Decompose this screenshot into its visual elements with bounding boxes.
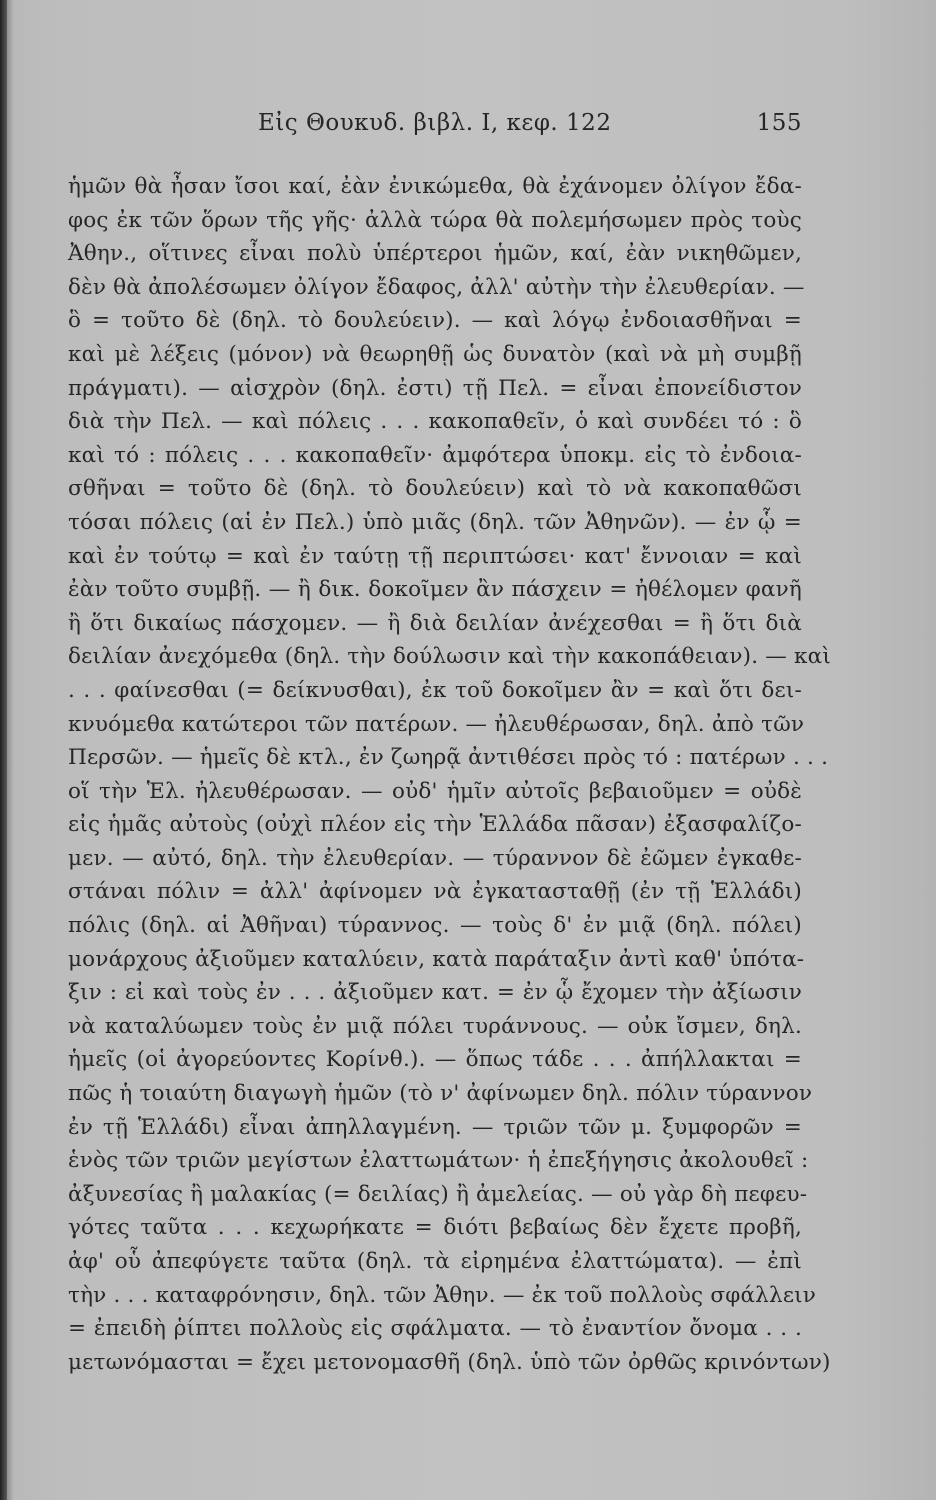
running-head — [62, 110, 802, 146]
text-line: ὃ = τοῦτο δὲ (δηλ. τὸ δουλεύειν). — καὶ λόγῳ ἐνδοιασθῆναι = — [68, 308, 802, 334]
text-line: μεν. — αὐτό, δηλ. τὴν ἐλευθερίαν. — τύραννον δὲ ἐῶμεν ἐγκαθε- — [68, 845, 802, 871]
text-line: = ἐπειδὴ ῥίπτει πολλοὺς εἰς σφάλματα. — τὸ ἐναντίον ὄνομα . . . — [68, 1316, 802, 1342]
text-line: τόσαι πόλεις (αἱ ἐν Πελ.) ὑπὸ μιᾶς (δηλ. τῶν Ἀθηνῶν). — ἐν ᾧ = — [68, 509, 802, 535]
text-line: ἢ ὅτι δικαίως πάσχομεν. — ἢ διὰ δειλίαν ἀνέχεσθαι = ἢ ὅτι διὰ — [68, 610, 802, 636]
text-line: σθῆναι = τοῦτο δὲ (δηλ. τὸ δουλεύειν) καὶ τὸ νὰ κακοπαθῶσι — [68, 476, 802, 502]
text-line: στάναι πόλιν = ἀλλ' ἀφίνομεν νὰ ἐγκατασταθῇ (ἐν τῇ Ἑλλάδι) — [68, 879, 802, 905]
text-line: Περσῶν. — ἡμεῖς δὲ κτλ., ἐν ζωηρᾷ ἀντιθέσει πρὸς τό : πατέρων . . . — [68, 745, 829, 771]
running-title: Εἰς Θουκυδ. βιβλ. I, κεφ. 122 — [258, 110, 612, 136]
text-line: τὴν . . . καταφρόνησιν, δηλ. τῶν Ἀθην. — ἐκ τοῦ πολλοὺς σφάλλειν — [68, 1282, 817, 1308]
page-content — [62, 110, 831, 1379]
text-line: οἵ τὴν Ἑλ. ἠλευθέρωσαν. — οὐδ' ἡμῖν αὐτοῖς βεβαιοῦμεν = οὐδὲ — [68, 778, 802, 804]
body-text — [62, 170, 831, 1379]
text-line: εἰς ἡμᾶς αὐτοὺς (οὐχὶ πλέον εἰς τὴν Ἑλλάδα πᾶσαν) ἐξασφαλίζο- — [68, 812, 802, 838]
text-line: κνυόμεθα κατώτεροι τῶν πατέρων. — ἠλευθέρωσαν, δηλ. ἀπὸ τῶν — [68, 711, 805, 737]
text-line: ἑνὸς τῶν τριῶν μεγίστων ἐλαττωμάτων· ἡ ἐπεξήγησις ἀκολουθεῖ : — [68, 1148, 809, 1174]
text-line: ἀξυνεσίας ἢ μαλακίας (= δειλίας) ἢ ἀμελείας. — οὐ γὰρ δὴ πεφευ- — [68, 1181, 808, 1207]
text-line: ἡμεῖς (οἱ ἀγορεύοντες Κορίνθ.). — ὅπως τάδε . . . ἀπήλλακται = — [68, 1047, 802, 1073]
text-line: πόλις (δηλ. αἱ Ἀθῆναι) τύραννος. — τοὺς δ' ἐν μιᾷ (δηλ. πόλει) — [68, 913, 802, 939]
text-line: ἐὰν τοῦτο συμβῇ. — ἢ δικ. δοκοῖμεν ἂν πάσχειν = ἠθέλομεν φανῆ — [68, 577, 802, 603]
text-line: γότες ταῦτα . . . κεχωρήκατε = διότι βεβαίως δὲν ἔχετε προβῆ, — [68, 1215, 802, 1241]
text-line: φος ἐκ τῶν ὅρων τῆς γῆς· ἀλλὰ τώρα θὰ πολεμήσωμεν πρὸς τοὺς — [68, 207, 802, 233]
page-number: 155 — [756, 110, 802, 136]
text-line: καὶ μὲ λέξεις (μόνον) νὰ θεωρηθῇ ὡς δυνατὸν (καὶ νὰ μὴ συμβῇ — [68, 341, 802, 367]
text-line: νὰ καταλύωμεν τοὺς ἐν μιᾷ πόλει τυράννους. — οὐκ ἴσμεν, δηλ. — [68, 1013, 802, 1039]
text-line: δειλίαν ἀνεχόμεθα (δηλ. τὴν δούλωσιν καὶ τὴν κακοπάθειαν). — καὶ — [68, 644, 831, 670]
text-line: μονάρχους ἀξιοῦμεν καταλύειν, κατὰ παράταξιν ἀντὶ καθ' ὑπότα- — [68, 946, 805, 972]
text-line: πῶς ἡ τοιαύτη διαγωγὴ ἡμῶν (τὸ ν' ἀφίνωμεν δηλ. πόλιν τύραννον — [68, 1081, 813, 1107]
text-line: ἀφ' οὗ ἀπεφύγετε ταῦτα (δηλ. τὰ εἰρημένα ἐλαττώματα). — ἐπὶ — [68, 1249, 802, 1274]
text-line: Ἀθην., οἵτινες εἶναι πολὺ ὑπέρτεροι ἡμῶν, καί, ἐὰν νικηθῶμεν, — [68, 241, 802, 267]
text-line: ἐν τῇ Ἑλλάδι) εἶναι ἀπηλλαγμένη. — τριῶν τῶν μ. ξυμφορῶν = — [68, 1114, 802, 1140]
page-edge-shadow — [0, 0, 7, 1500]
text-line: καὶ τό : πόλεις . . . κακοπαθεῖν· ἀμφότερα ὑποκμ. εἰς τὸ ἐνδοια- — [68, 442, 802, 468]
text-line: πράγματι). — αἰσχρὸν (δηλ. ἐστι) τῇ Πελ. = εἶναι ἐπονείδιστον — [68, 375, 802, 401]
text-line: . . . φαίνεσθαι (= δείκνυσθαι), ἐκ τοῦ δοκοῖμεν ἂν = καὶ ὅτι δει- — [68, 677, 802, 703]
text-line: δὲν θὰ ἀπολέσωμεν ὀλίγον ἔδαφος, ἀλλ' αὐτὴν τὴν ἐλευθερίαν. — — [68, 274, 805, 300]
text-line: καὶ ἐν τούτῳ = καὶ ἐν ταύτῃ τῇ περιπτώσει· κατ' ἔννοιαν = καὶ — [68, 543, 802, 569]
text-line: ἡμῶν θὰ ἦσαν ἴσοι καί, ἐὰν ἐνικώμεθα, θὰ ἐχάνομεν ὀλίγον ἔδα- — [68, 174, 802, 199]
text-line: μετωνόμασται = ἔχει μετονομασθῆ (δηλ. ὑπὸ τῶν ὀρθῶς κρινόντων) — [68, 1349, 831, 1375]
text-line: ξιν : εἰ καὶ τοὺς ἐν . . . ἀξιοῦμεν κατ. = ἐν ᾧ ἔχομεν τὴν ἀξίωσιν — [68, 980, 802, 1006]
text-line: διὰ τὴν Πελ. — καὶ πόλεις . . . κακοπαθεῖν, ὁ καὶ συνδέει τό : ὃ — [68, 409, 802, 435]
